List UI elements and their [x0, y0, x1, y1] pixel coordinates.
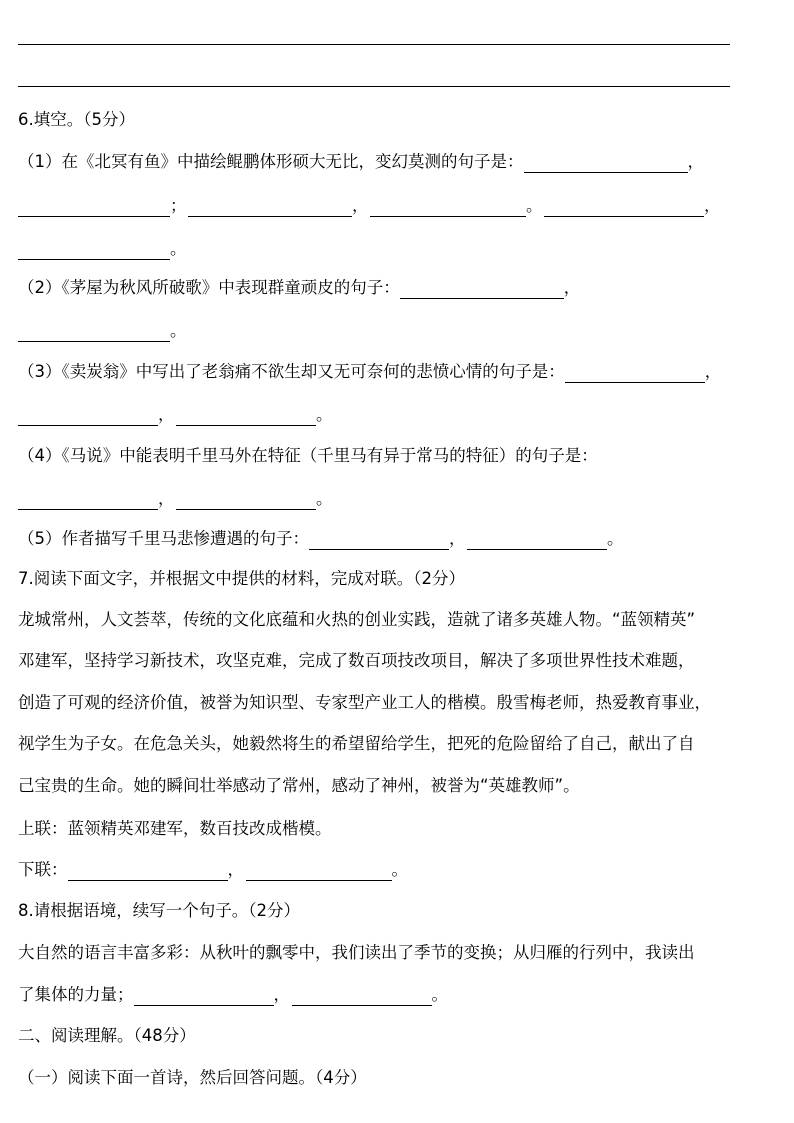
punct: 。: [316, 489, 333, 508]
q6-item-5-text: （5）作者描写千里马悲惨遭遇的句子：: [18, 529, 309, 548]
q7-header: 7.阅读下面文字，并根据文中提供的材料，完成对联。（2分）: [18, 569, 465, 588]
punct: ，: [227, 860, 244, 879]
punct: ，: [158, 405, 175, 424]
q6-header: 6.填空。（5分）: [18, 110, 135, 129]
q8-header: 8.请根据语境，续写一个句子。（2分）: [18, 901, 300, 920]
answer-blank[interactable]: [246, 862, 392, 881]
q6-item-4: [18, 445, 598, 467]
q8-context-line: 大自然的语言丰富多彩：从秋叶的飘零中，我们读出了季节的变换；从归雁的行列中，我读出: [18, 943, 695, 962]
q8-context-text: 了集体的力量；: [18, 985, 134, 1004]
answer-blank[interactable]: [68, 862, 228, 881]
answer-rule-2: [18, 86, 730, 87]
punct: ；: [170, 196, 187, 215]
punct: ，: [352, 196, 369, 215]
answer-blank[interactable]: [176, 407, 316, 426]
q7-passage-line: 视学生为子女。在危急关头，她毅然将生的希望留给学生，把死的危险留给了自己，献出了自: [18, 734, 695, 753]
answer-blank[interactable]: [188, 198, 352, 217]
q6-item-2: [18, 277, 580, 299]
punct: 。: [431, 985, 448, 1004]
answer-blank[interactable]: [370, 198, 526, 217]
answer-blank[interactable]: [134, 987, 274, 1006]
punct: 。: [170, 239, 187, 258]
section-2-header: 二、阅读理解。（48分）: [18, 1026, 196, 1045]
q7-upper-couplet: 上联：蓝领精英邓建军，数百技改成楷模。: [18, 819, 332, 838]
q6-item-3: [18, 361, 721, 383]
q6-item-1-blanks-row: [18, 195, 721, 217]
answer-blank[interactable]: [467, 531, 607, 550]
punct: 。: [170, 321, 187, 340]
answer-rule-1: [18, 44, 730, 45]
punct: ，: [704, 196, 721, 215]
punct: ，: [687, 152, 704, 171]
punct: ，: [273, 985, 290, 1004]
q6-item-1-last-row: [18, 238, 187, 260]
q6-item-2-text: （2）《茅屋为秋风所破歌》中表现群童顽皮的句子：: [18, 278, 400, 297]
answer-blank[interactable]: [544, 198, 704, 217]
q6-item-1: [18, 151, 704, 173]
punct: ，: [158, 489, 175, 508]
section-2-sub-1: （一）阅读下面一首诗，然后回答问题。（4分）: [18, 1068, 367, 1087]
q7-passage-line: 己宝贵的生命。她的瞬间壮举感动了常州，感动了神州，被誉为“英雄教师”。: [18, 776, 580, 795]
punct: ，: [704, 362, 722, 381]
q8-context-line: [18, 984, 448, 1006]
q6-item-2-last-row: [18, 320, 187, 342]
punct: 。: [391, 860, 408, 879]
answer-blank[interactable]: [565, 364, 705, 383]
answer-blank[interactable]: [400, 280, 564, 299]
answer-blank[interactable]: [18, 198, 170, 217]
q7-passage-line: 创造了可观的经济价值，被誉为知识型、专家型产业工人的楷模。殷雪梅老师，热爱教育事业，: [18, 693, 711, 712]
answer-blank[interactable]: [18, 491, 158, 510]
q6-item-4-last-row: [18, 488, 333, 510]
q7-lower-couplet: [18, 859, 408, 881]
q7-passage-line: 龙城常州，人文荟萃，传统的文化底蕴和火热的创业实践，造就了诸多英雄人物。“蓝领精英”: [18, 610, 696, 629]
answer-blank[interactable]: [18, 323, 170, 342]
q6-item-3-last-row: [18, 404, 333, 426]
punct: 。: [316, 405, 333, 424]
answer-blank[interactable]: [309, 531, 449, 550]
q6-item-4-text: （4）《马说》中能表明千里马外在特征（千里马有异于常马的特征）的句子是：: [18, 446, 598, 465]
q6-item-1-text: （1）在《北冥有鱼》中描绘鲲鹏体形硕大无比，变幻莫测的句子是：: [18, 152, 524, 171]
answer-blank[interactable]: [176, 491, 316, 510]
answer-blank[interactable]: [292, 987, 432, 1006]
answer-blank[interactable]: [18, 241, 170, 260]
q6-item-5: [18, 528, 624, 550]
q7-passage-line: 邓建军，坚持学习新技术，攻坚克难，完成了数百项技改项目，解决了多项世界性技术难题，: [18, 651, 695, 670]
q6-item-3-text: （3）《卖炭翁》中写出了老翁痛不欲生却又无可奈何的悲愤心情的句子是：: [18, 362, 565, 381]
answer-blank[interactable]: [18, 407, 158, 426]
punct: 。: [607, 529, 624, 548]
punct: 。: [526, 196, 543, 215]
punct: ，: [563, 278, 581, 297]
punct: ，: [449, 529, 466, 548]
answer-blank[interactable]: [524, 154, 688, 173]
q7-lower-label: 下联：: [18, 860, 68, 879]
